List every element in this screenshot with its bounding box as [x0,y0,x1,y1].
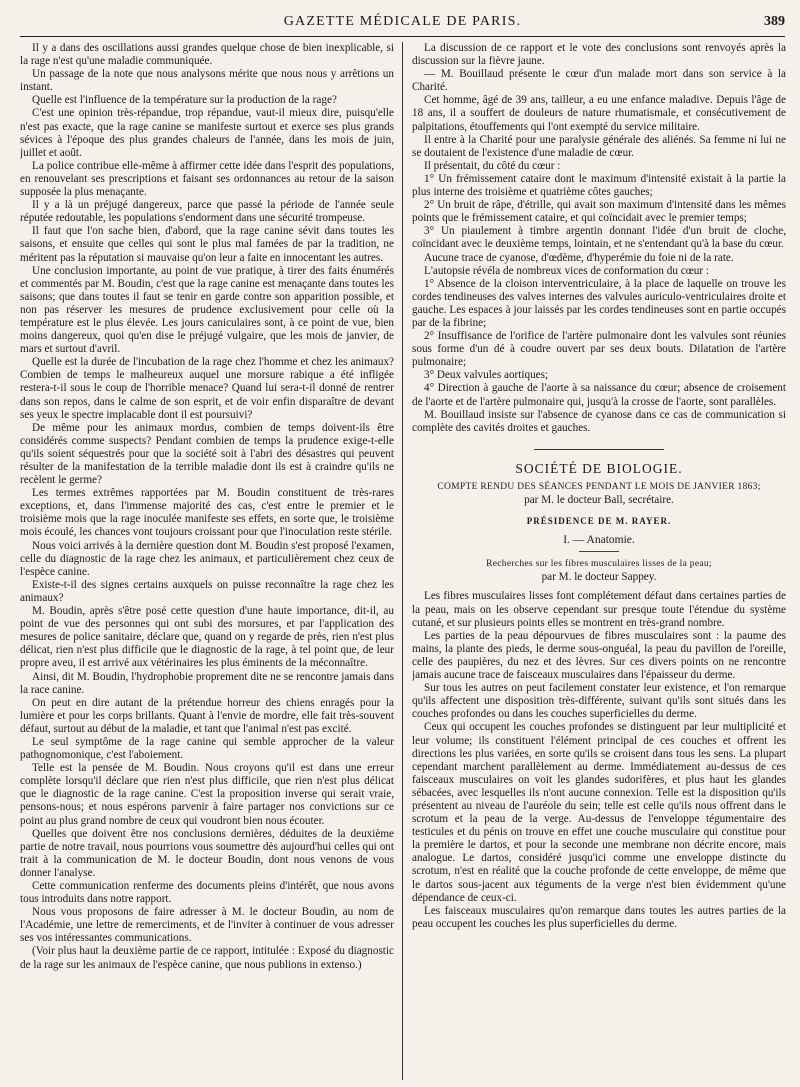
paragraph: C'est une opinion très-répandue, trop répandue, vaut-il mieux dire, puisqu'elle n'est pas exacte, que la rage canine se manifeste surtout et exerce ses plus grands sévices à l'époque des plus grandes chaleurs de l'année, dans les mois de juin, juillet et août. [20,107,394,159]
paragraph: 4° Direction à gauche de l'aorte à sa naissance du cœur; absence de croisement de l'aorte et de l'artère pulmonaire qui, jusqu'à la crosse de l'aorte, sont parallèles. [412,382,786,408]
paragraph: (Voir plus haut la deuxième partie de ce rapport, intitulée : Exposé du diagnostic de la rage sur les animaux de l'espèce canine, que nous publions in extenso.) [20,945,394,971]
left-column [20,42,394,1082]
paragraph: La police contribue elle-même à affirmer cette idée dans l'esprit des populations, en renouvelant ses prescriptions et faisant ses ordonnances au retour de la saison supposée la plus menaçante. [20,159,394,199]
paragraph: 3° Deux valvules aortiques; [424,369,549,382]
paragraph: 3° Un piaulement à timbre argentin donnant l'idée d'un bruit de cloche, coïncidant avec le deuxième temps, lointain, et ne s'entendant qu'à la base du cœur. [412,225,786,251]
paragraph: Existe-t-il des signes certains auxquels on puisse reconnaître la rage chez les animaux? [20,578,394,604]
section-heading: I. — Anatomie. [563,534,635,547]
paragraph: Un passage de la note que nous analysons mérite que nous nous y arrêtions un instant. [20,68,394,94]
paragraph: Il entre à la Charité pour une paralysie générale des aliénés. Sa femme ni lui ne se doutaient de l'existence d'une maladie de cœur. [412,133,786,159]
paragraph: La discussion de ce rapport et le vote des conclusions sont renvoyés après la discussion sur la fièvre jaune. [412,42,786,68]
paragraph: De même pour les animaux mordus, combien de temps doivent-ils être considérés comme suspects? Pendant combien de temps la prudence exige-t-elle qu'ils soient séquestrés pour que la société soit à l'abri des désastres qui peuvent résulter de la manifestation de la terrible maladie dont ils est à craindre qu'ils ne recèlent le germe? [20,421,394,487]
paragraph: Quelles que doivent être nos conclusions dernières, déduites de la deuxième partie de notre travail, nous pourrions vous soumettre dès aujourd'hui celles qui ont trait à la communication de M. le docteur Boudin, dont nous venons de vous donner l'analyse. [20,827,394,879]
right-column [412,42,786,1082]
article-title: Recherches sur les fibres musculaires lisses de la peau; [486,559,712,570]
page-number: 389 [764,14,785,29]
paragraph: 1° Absence de la cloison interventriculaire, à la place de laquelle on trouve les cordes tendineuses des valves internes des valvules auriculo-ventriculaires droite et gauche. Les espaces à jour laissés par les cordes tendineuses sont en partie occupés par de la fibrine; [412,277,786,329]
paragraph: Ceux qui occupent les couches profondes se distinguent par leur multiplicité et leur volume; ils constituent l'élément principal de ces couches et offrent les directions les plus variées, en sorte qu'ils se croisent dans tous les sens. La plupart cependant marchent parallèlement au derme. Immédiatement au-dessus de ces faisceaux musculaires on voit les glandes sudorifères, et plus haut les glandes sébacées, avec lesquelles ils n'ont aucune connexion. Telle est la disposition qu'ils présentent au niveau de l'auréole du sein; telle est celle qu'ils nous offrent dans le scrotum et la peau de la verge. Au-dessus de l'enveloppe tégumentaire des testicules et du pénis on trouve en effet une couche musculaire qui constitue pour la première le dartos, et pour la seconde une membrane non décrite encore, mais analogue. Le dartos, considéré jusqu'ici comme une enveloppe distincte du scrotum, n'est en réalité que la couche profonde de cette enveloppe, de même que le dartos sous-jacent aux téguments de la verge n'est bien évidemment qu'une dépendance de ceux-ci. [412,721,786,904]
paragraph: Quelle est la durée de l'incubation de la rage chez l'homme et chez les animaux? Combien de temps le malheureux auquel une morsure rabique a été infligée restera-t-il sous le coup de l'horrible menace? Quand lui sera-t-il donné de rentrer dans son repos, dans le calme de son esprit, et de voir enfin disparaître de devant ses yeux le spectre implacable dont il est poursuivi? [20,356,394,421]
paragraph: 2° Un bruit de râpe, d'étrille, qui avait son maximum d'intensité dans les mêmes points que le frémissement cataire, et qui coïncidait avec le premier temps; [412,199,786,225]
paragraph: M. Boudin, après s'être posé cette question d'une haute importance, dit-il, au point de vue des personnes qui ont subi des morsures, et par l'application des mesures de police sanitaire, déclare que, quand on y regarde de près, rien n'est plus délicat, rien n'est plus difficile que le diagnostic de la rage, à tel point que, de leur propre aveu, il est arrivé aux vétérinaires les plus éminents de la méconnaître. [20,605,394,670]
paragraph: Telle est la pensée de M. Boudin. Nous croyons qu'il est dans une erreur complète lorsqu'il déclare que rien n'est plus difficile, que rien n'est plus délicat que le diagnostic de la rage canine. C'est la proposition inverse qui serait vraie, pensons-nous; et nous espérons parvenir à faire partager nos convictions sur ce point au plus grand nombre de ceux qui voudront bien nous écouter. [20,762,394,827]
paragraph: On peut en dire autant de la prétendue horreur des chiens enragés pour la lumière et pour les corps brillants. Quant à l'envie de mordre, elle fait très-souvent défaut, surtout au début de la maladie, et tant que l'animal n'est pas excité. [20,696,394,735]
paragraph: Une conclusion importante, au point de vue pratique, à tirer des faits énumérés et commentés par M. Boudin, c'est que la rage canine est menaçante dans toutes les saisons; que dans toutes il faut se tenir en garde contre son apparition possible, et non pas réserver les mesures de prudence exclusivement pour celle où la température est le plus élevée. Les jours caniculaires sont, à ce point de vue, bien moins dangereux, quoi qu'en dise le préjugé vulgaire, que les mois de janvier, de mars et surtout d'avril. [20,264,394,356]
paragraph: Cet homme, âgé de 39 ans, tailleur, a eu une enfance maladive. Depuis l'âge de 18 ans, il a souffert de douleurs de nature rhumatismale, et consécutivement de palpitations, étouffements qui l'ont exempté du service militaire. [412,94,786,133]
paragraph: M. Bouillaud insiste sur l'absence de cyanose dans ce cas de communication si complète des cavités droites et gauches. [412,408,786,434]
society-title: SOCIÉTÉ DE BIOLOGIE. [515,460,683,476]
page-header [20,10,785,37]
presidence-heading: PRÉSIDENCE DE M. RAYER. [526,516,672,527]
paragraph: Les fibres musculaires lisses font complétement défaut dans certaines parties de la peau, mais on les observe cependant sur presque toute l'étendue du système cutané, et sur plusieurs points elles se montrent en très-grand nombre. [412,590,786,629]
paragraph: Quelle est l'influence de la température sur la production de la rage? [32,94,337,107]
paragraph: Aucune trace de cyanose, d'œdème, d'hyperémie du foie ni de la rate. [424,251,734,264]
paragraph: Cette communication renferme des documents pleins d'intérêt, que nous avons tous introduits dans notre rapport. [20,880,394,906]
paragraph: Il présentait, du côté du cœur : [424,159,561,172]
article-author: par M. le docteur Sappey. [541,571,657,584]
paragraph: 1° Un frémissement cataire dont le maximum d'intensité existait à la partie la plus interne des troisième et quatrième côtes gauches; [412,172,786,199]
report-heading: COMPTE RENDU DES SÉANCES PENDANT LE MOIS DE JANVIER 1863; [437,481,761,492]
paragraph: Nous vous proposons de faire adresser à M. le docteur Boudin, au nom de l'Académie, une lettre de remerciments, et de l'inviter à continuer de vous adresser ses vos intéressantes communications. [20,906,394,945]
paragraph: 2° Insuffisance de l'orifice de l'artère pulmonaire dont les valvules sont réunies sous forme d'un dé à coudre ouvert par ses deux bouts. Dilatation de l'artère pulmonaire; [412,330,786,369]
paragraph: Sur tous les autres on peut facilement constater leur existence, et l'on remarque qu'ils affectent une disposition très-différente, suivant qu'ils sont situés dans les couches profondes ou dans les couches superficielles du derme. [412,682,786,721]
report-secretary: par M. le docteur Ball, secrétaire. [524,494,674,506]
paragraph: Il faut que l'on sache bien, d'abord, que la rage canine sévit dans toutes les saisons, et ensuite que celles qui sont le plus mal famées de par la tradition, ne méritent pas la réputation si mauvaise qu'on leur a faite en innocentant les autres. [20,225,394,264]
paragraph: Ainsi, dit M. Boudin, l'hydrophobie proprement dite ne se rencontre jamais dans la race canine. [20,670,394,696]
paragraph: Il y a là un préjugé dangereux, parce que passé la période de l'année seule réputée redoutable, les populations s'endorment dans une sécurité trompeuse. [20,199,394,225]
paragraph: Il y a dans des oscillations aussi grandes quelque chose de bien inexplicable, si la rage n'est qu'une maladie communiquée. [20,42,394,68]
paragraph: Les termes extrêmes rapportées par M. Boudin constituent de très-rares exceptions, et, dans l'immense majorité des cas, c'est entre le premier et le troisième mois que la rage inoculée manifeste ses effets, en sorte que, le troisième mois écoulé, les chances vont toujours croissant pour que l'inoculation reste stérile. [20,487,394,539]
section-rule [579,551,619,552]
section-separator [534,449,664,450]
paragraph: Les parties de la peau dépourvues de fibres musculaires sont : la paume des mains, la plante des pieds, le derme sous-onguéal, la peau du pavillon de l'oreille, celle des paupières, du nez et des lèvres. Sur ces divers points on ne rencontre jamais aucune trace de faisceaux musculaires dans l'épaisseur du derme. [412,629,786,682]
column-divider [402,42,403,1080]
paragraph: Nous voici arrivés à la dernière question dont M. Boudin s'est proposé l'examen, celle du diagnostic de la rage chez les animaux, et particulièrement chez ceux de l'espèce canine. [20,539,394,578]
paragraph: Les faisceaux musculaires qu'on remarque dans toutes les autres parties de la peau occupent les couches les plus superficielles du derme. [412,904,786,930]
paragraph: L'autopsie révéla de nombreux vices de conformation du cœur : [424,264,710,277]
paragraph: Le seul symptôme de la rage canine qui semble approcher de la valeur pathognomonique, c'est l'aboiement. [20,735,394,762]
running-head: GAZETTE MÉDICALE DE PARIS. [283,14,522,29]
paragraph: — M. Bouillaud présente le cœur d'un malade mort dans son service à la Charité. [412,68,786,94]
